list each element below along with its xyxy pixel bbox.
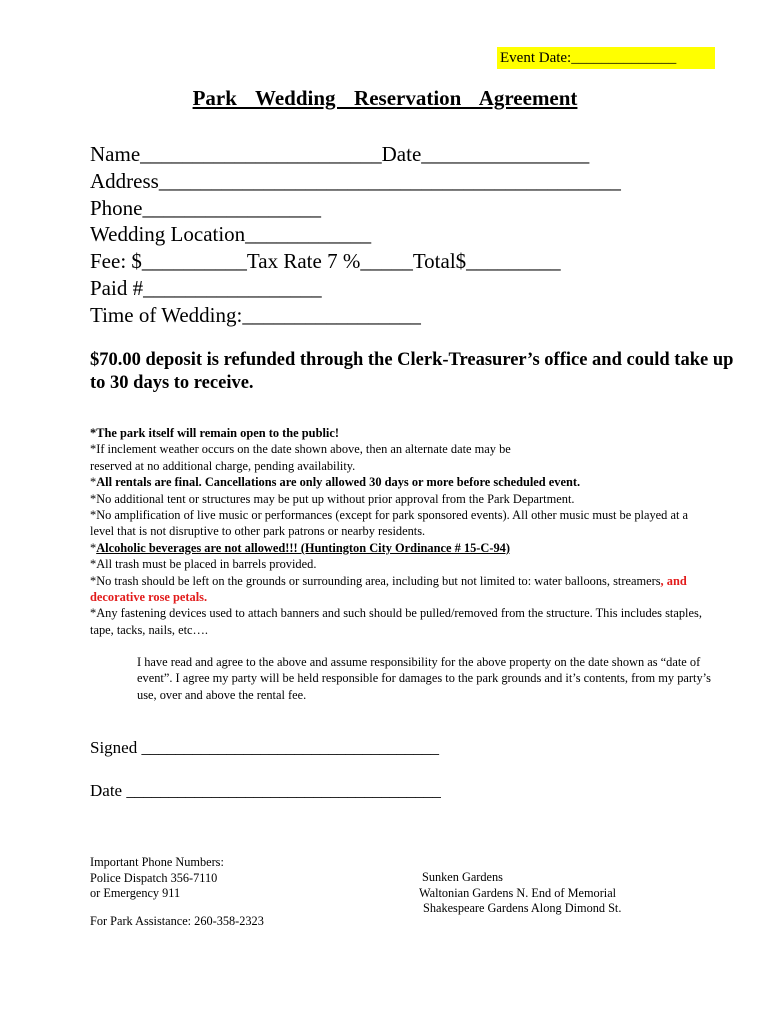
rule-tents: *No additional tent or structures may be put up without prior approval from the Park Department.	[90, 491, 575, 506]
rule-weather-1: *If inclement weather occurs on the date shown above, then an alternate date may be	[90, 442, 511, 457]
police-dispatch: Police Dispatch 356-7110	[90, 870, 218, 885]
rule-weather-2: reserved at no additional charge, pending availability.	[90, 458, 356, 473]
name-date-row: Name_______________________Date________________	[90, 142, 590, 166]
rule-alcohol	[90, 540, 715, 556]
location-sunken: Sunken Gardens	[422, 870, 503, 884]
reservation-fields	[90, 141, 621, 329]
rules-list	[90, 425, 715, 638]
signed-line: Signed ___________________________________	[90, 738, 439, 757]
rule-trash-grounds-text: *No trash should be left on the grounds or surrounding area, including but not limited to: water balloons, streamers	[90, 573, 661, 588]
deposit-notice: $70.00 deposit is refunded through the Clerk-Treasurer’s office and could take up to 30 days to receive.	[90, 350, 734, 393]
rule-rentals-text: All rentals are final. Cancellations are only allowed 30 days or more before scheduled event.	[96, 475, 581, 490]
event-date-field: Event Date:______________	[497, 47, 715, 69]
rule-alcohol-text: Alcoholic beverages are not allowed!!! (Huntington City Ordinance # 15-C-94)	[96, 540, 510, 555]
agreement-paragraph: I have read and agree to the above and assume responsibility for the above property on the date shown as “date of event”. I agree my party will be held responsible for damages to the park grounds and it’s contents, from my party’s use, over and above the rental fee.	[137, 655, 711, 702]
time-of-wedding-row: Time of Wedding:_________________	[90, 302, 421, 327]
rule-trash-barrels: *All trash must be placed in barrels provided.	[90, 557, 317, 572]
rule-park-open: *The park itself will remain open to the public!	[90, 426, 339, 440]
rule-rentals-star: *	[90, 475, 97, 490]
emergency-number: or Emergency 911	[90, 886, 181, 901]
rule-rentals	[90, 474, 715, 490]
rule-trash-grounds	[90, 573, 715, 606]
location-shakespeare: Shakespeare Gardens Along Dimond St.	[423, 901, 622, 916]
rule-alcohol-star: *	[90, 540, 97, 555]
garden-locations	[419, 870, 621, 917]
address-row: Address____________________________________________	[90, 168, 621, 193]
signature-date-line: Date _____________________________________	[90, 781, 441, 800]
rule-fastening: *Any fastening devices used to attach banners and such should be pulled/removed from the structure. This includes staples, tape, tacks, nails, etc….	[90, 606, 702, 637]
park-assistance: For Park Assistance: 260-358-2323	[90, 914, 264, 928]
fee-row: Fee: $__________Tax Rate 7 %_____Total$_________	[90, 249, 561, 274]
paid-row: Paid #_________________	[90, 275, 322, 300]
phone-heading: Important Phone Numbers:	[90, 855, 224, 869]
phone-row: Phone_________________	[90, 195, 321, 220]
rule-music: *No amplification of live music or performances (except for park sponsored events). All other music must be played at a level that is not disruptive to other park patrons or nearby residents.	[90, 508, 689, 539]
phone-numbers	[90, 855, 224, 902]
rule-trash-red-text: , and decorative rose petals.	[90, 573, 687, 605]
wedding-location-row: Wedding Location____________	[90, 222, 372, 247]
page-title: Park Wedding Reservation Agreement	[192, 86, 578, 110]
location-waltonian: Waltonian Gardens N. End of Memorial	[419, 885, 617, 900]
